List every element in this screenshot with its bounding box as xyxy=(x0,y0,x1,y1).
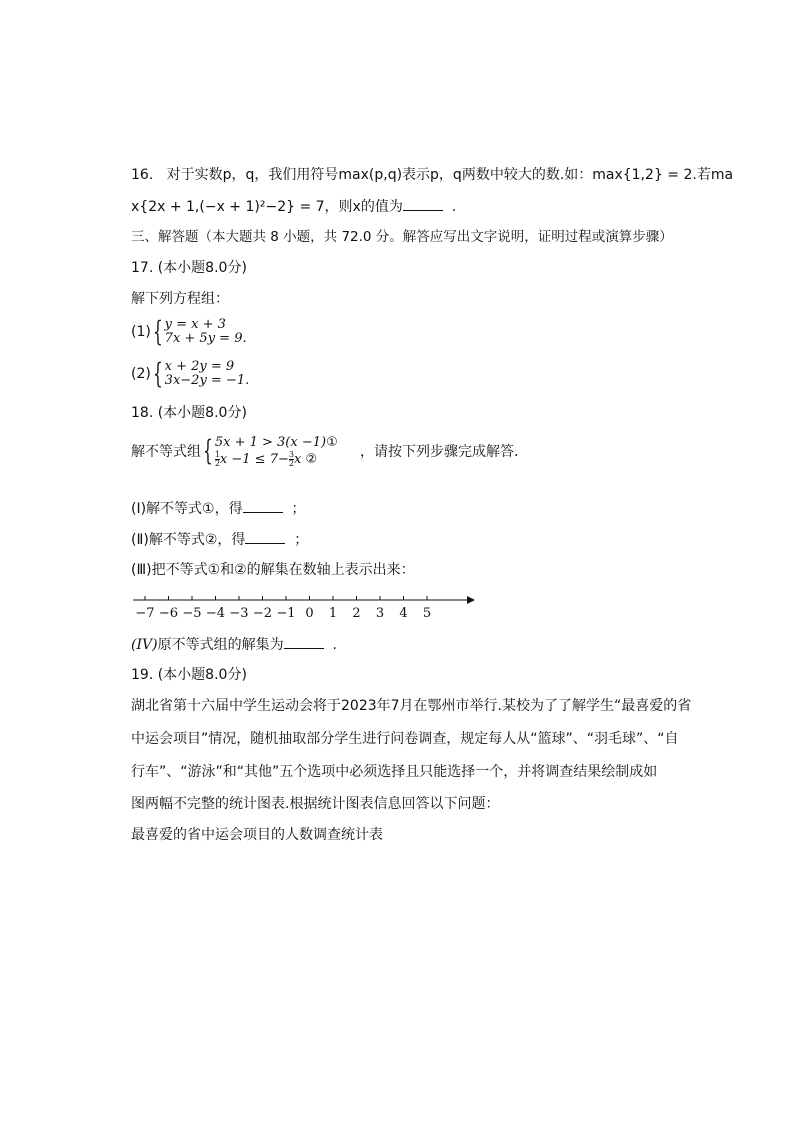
q17-system-1 xyxy=(131,315,247,348)
left-brace-icon: { xyxy=(152,357,163,390)
q17-p1-label: (1) xyxy=(131,324,151,340)
q18-step1 xyxy=(131,498,306,519)
q18-step4-blank[interactable] xyxy=(284,634,324,649)
q18-ineq1-text: 5x + 1 > 3(x −1) xyxy=(214,435,327,450)
q17-p2-end: . xyxy=(245,373,250,388)
q16-answer-blank[interactable] xyxy=(403,196,443,211)
q18-step1-end: ； xyxy=(291,501,306,517)
axis-tick-label: −5 xyxy=(182,606,202,621)
q17-prompt-text: 解下列方程组： xyxy=(131,291,229,307)
frac-denominator: 2 xyxy=(214,459,220,468)
q18-step1-blank[interactable] xyxy=(243,498,283,513)
axis-tick-label: 2 xyxy=(352,606,361,621)
q18-step2-end: ； xyxy=(294,532,309,548)
number-line xyxy=(125,592,485,622)
frac-denominator: 2 xyxy=(288,459,294,468)
q18-step1-text: (Ⅰ)解不等式①，得 xyxy=(131,501,243,517)
q18-prefix: 解不等式组 xyxy=(131,444,201,460)
q18-inequality-system xyxy=(131,434,518,468)
q17-p2-eq1: x + 2y = 9 xyxy=(164,359,235,374)
q16-number: 16. xyxy=(131,167,154,183)
q18-ineq2-text-b: x xyxy=(293,452,302,467)
q16-text-line1: 对于实数p，q，我们用符号max(p,q)表示p，q两数中较大的数.如：max{1,2} = 2.若ma xyxy=(166,167,734,183)
axis-tick-label: 4 xyxy=(399,606,408,621)
q19-para-text: 图两幅不完整的统计图表.根据统计图表信息回答以下问题： xyxy=(131,796,500,812)
q19-para-text: 行车”、“游泳”和“其他”五个选项中必须选择且只能选择一个，并将调查结果绘制成如 xyxy=(131,764,658,780)
frac-numerator: 1 xyxy=(214,450,220,459)
q19-para-line2 xyxy=(131,729,679,749)
q19-para-text: 中运会项目”情况，随机抽取部分学生进行问卷调查，规定每人从“篮球”、“羽毛球”、“自 xyxy=(131,731,679,747)
q18-header xyxy=(131,403,247,423)
axis-tick-label: −2 xyxy=(252,606,273,621)
q18-ineq2-text-a: x −1 ≤ 7− xyxy=(219,452,289,467)
q19-para-line1 xyxy=(131,696,691,716)
q16-line2 xyxy=(131,196,456,217)
axis-tick-label: 1 xyxy=(328,606,338,621)
q17-p2-equations xyxy=(165,360,250,388)
axis-tick-label: −7 xyxy=(135,606,155,621)
axis-tick-label: −4 xyxy=(205,606,226,621)
q16-line1 xyxy=(131,165,733,185)
q19-table-title-text: 最喜爱的省中运会项目的人数调查统计表 xyxy=(131,827,383,843)
axis-tick-label: −1 xyxy=(276,606,296,621)
q17-p1-eq1: y = x + 3 xyxy=(164,317,226,332)
q18-step2-blank[interactable] xyxy=(245,529,285,544)
q18-ineq1 xyxy=(215,435,338,450)
q18-step2-text: (Ⅱ)解不等式②，得 xyxy=(131,532,246,548)
q18-ineq2-mark: ② xyxy=(305,452,318,467)
section-three-title xyxy=(131,227,673,247)
q16-period: . xyxy=(451,199,457,215)
q16-text-line2: x{2x + 1,(−x + 1)²−2} = 7，则x的值为 xyxy=(131,199,403,215)
q17-prompt xyxy=(131,289,229,309)
q17-system-2 xyxy=(131,357,250,390)
q17-p2-eq2: 3x−2y = −1 xyxy=(164,373,246,388)
q19-header xyxy=(131,665,247,685)
q18-ineq1-mark: ① xyxy=(326,435,338,450)
q17-p2-label: (2) xyxy=(131,366,151,382)
q17-header xyxy=(131,258,247,278)
q18-step3-text: (Ⅲ)把不等式①和②的解集在数轴上表示出来： xyxy=(131,562,415,578)
q17-p1-eq2: 7x + 5y = 9 xyxy=(164,331,243,346)
q18-step4-label: (IV) xyxy=(131,637,158,653)
q19-para-line4 xyxy=(131,794,499,814)
axis-tick-label: 5 xyxy=(422,606,432,621)
q18-header-text: 18. (本小题8.0分) xyxy=(131,405,247,421)
section-three-text: 三、解答题（本大题共 8 小题，共 72.0 分。解答应写出文字说明，证明过程或演算步骤） xyxy=(131,229,673,245)
left-brace-icon: { xyxy=(203,434,213,467)
q19-table-title xyxy=(131,825,383,845)
q18-step4-end: . xyxy=(332,637,337,653)
q18-suffix: ，请按下列步骤完成解答. xyxy=(359,444,519,460)
q17-p1-end: . xyxy=(242,331,247,346)
q18-inequalities xyxy=(215,434,338,468)
arrow-right-icon xyxy=(467,596,475,604)
q19-para-line3 xyxy=(131,762,657,782)
axis-tick-label: 0 xyxy=(305,606,314,621)
frac-numerator: 3 xyxy=(288,450,294,459)
q18-step4-text: 原不等式组的解集为 xyxy=(157,637,284,653)
q19-para-text: 湖北省第十六届中学生运动会将于2023年7月在鄂州市举行.某校为了了解学生“最喜爱的省 xyxy=(131,698,692,714)
q17-header-text: 17. (本小题8.0分) xyxy=(131,260,247,276)
axis-tick-label: 3 xyxy=(375,606,385,621)
q19-header-text: 19. (本小题8.0分) xyxy=(131,667,247,683)
q18-step4 xyxy=(131,634,337,655)
q18-step2 xyxy=(131,529,308,550)
q18-step3 xyxy=(131,560,415,580)
left-brace-icon: { xyxy=(152,315,163,348)
axis-tick-label: −3 xyxy=(229,606,249,621)
axis-tick-label: −6 xyxy=(158,606,179,621)
q18-ineq2 xyxy=(215,452,317,467)
q17-p1-equations xyxy=(165,318,247,346)
